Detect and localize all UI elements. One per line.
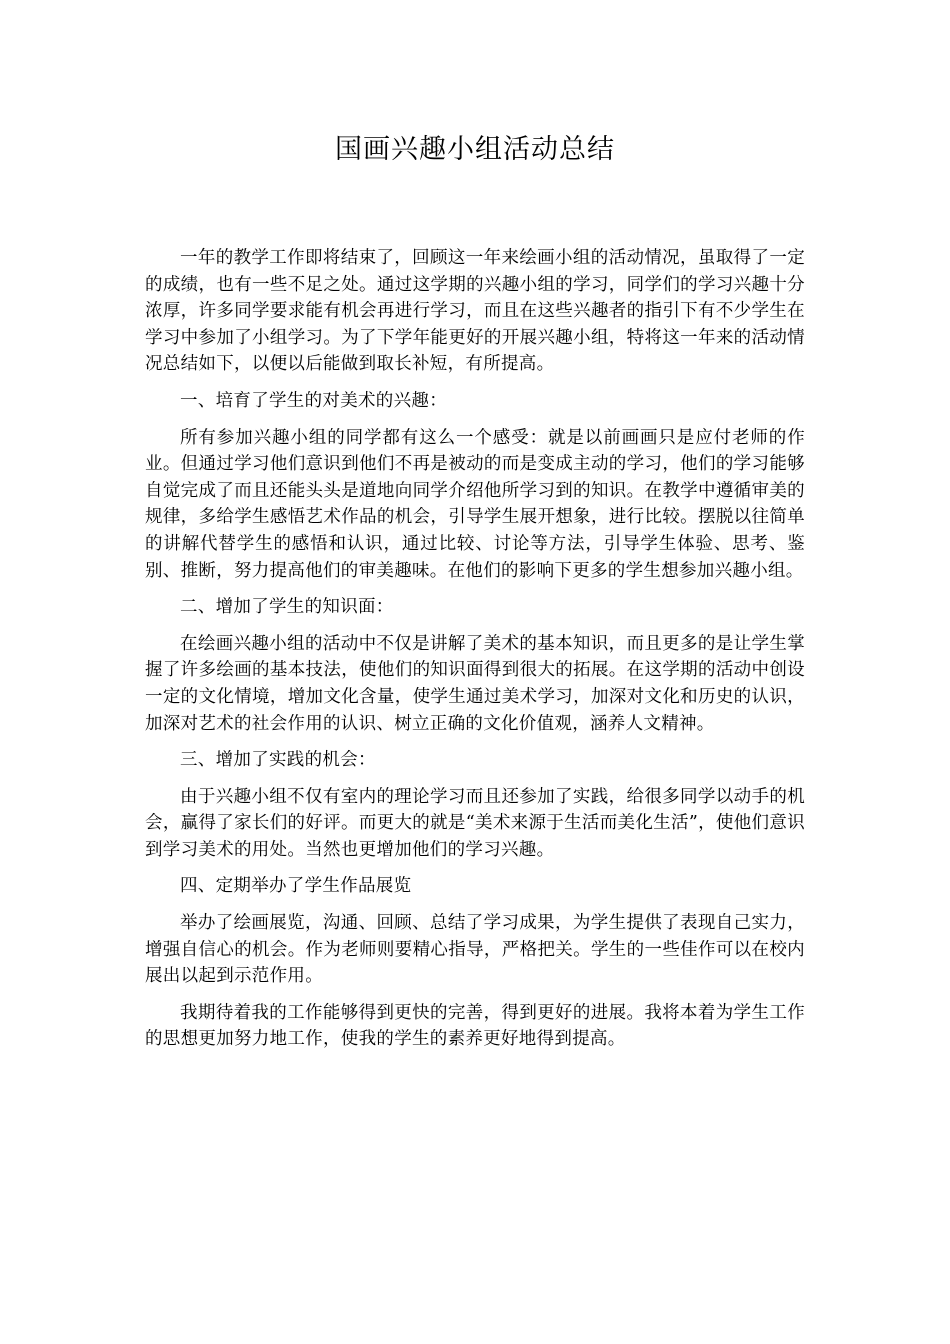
intro-paragraph: 一年的教学工作即将结束了，回顾这一年来绘画小组的活动情况，虽取得了一定的成绩，也有一些不足之处。通过这学期的兴趣小组的学习，同学们的学习兴趣十分浓厚，许多同学要求能有机会再进行学习，而且在这些兴趣者的指引下有不少学生在学习中参加了小组学习。为了下学年能更好的开展兴趣小组，特将这一年来的活动情况总结如下，以便以后能做到取长补短，有所提高。 [145, 248, 805, 375]
document-title: 国画兴趣小组活动总结 [335, 134, 615, 165]
document-body [145, 245, 805, 1063]
section-paragraph-4: 举办了绘画展览，沟通、回顾、总结了学习成果，为学生提供了表现自己实力，增强自信心的机会。作为老师则要精心指导，严格把关。学生的一些佳作可以在校内展出以起到示范作用。 [145, 913, 805, 987]
section-heading-2: 二、增加了学生的知识面： [180, 597, 394, 618]
section-heading-4: 四、定期举办了学生作品展览 [180, 876, 412, 897]
section-paragraph-2: 在绘画兴趣小组的活动中不仅是讲解了美术的基本知识，而且更多的是让学生掌握了许多绘画的基本技法，使他们的知识面得到很大的拓展。在这学期的活动中创设一定的文化情境，增加文化含量，使学生通过美术学习，加深对文化和历史的认识，加深对艺术的社会作用的认识、树立正确的文化价值观，涵养人文精神。 [145, 633, 805, 734]
closing-paragraph: 我期待着我的工作能够得到更快的完善，得到更好的进展。我将本着为学生工作的思想更加努力地工作，使我的学生的素养更好地得到提高。 [145, 1002, 805, 1050]
section-paragraph-1: 所有参加兴趣小组的同学都有这么一个感受：就是以前画画只是应付老师的作业。但通过学习他们意识到他们不再是被动的而是变成主动的学习，他们的学习能够自觉完成了而且还能头头是道地向同学介绍他所学习到的知识。在教学中遵循审美的规律，多给学生感悟艺术作品的机会，引导学生展开想象，进行比较。摆脱以往简单的讲解代替学生的感悟和认识，通过比较、讨论等方法，引导学生体验、思考、鉴别、推断，努力提高他们的审美趣味。在他们的影响下更多的学生想参加兴趣小组。 [145, 427, 805, 581]
section-heading-1: 一、培育了学生的对美术的兴趣： [180, 390, 447, 411]
section-paragraph-3: 由于兴趣小组不仅有室内的理论学习而且还参加了实践，给很多同学以动手的机会，赢得了家长们的好评。而更大的就是“美术来源于生活而美化生活”，使他们意识到学习美术的用处。当然也更增加他们的学习兴趣。 [145, 786, 805, 860]
section-heading-3: 三、增加了实践的机会： [180, 750, 376, 771]
